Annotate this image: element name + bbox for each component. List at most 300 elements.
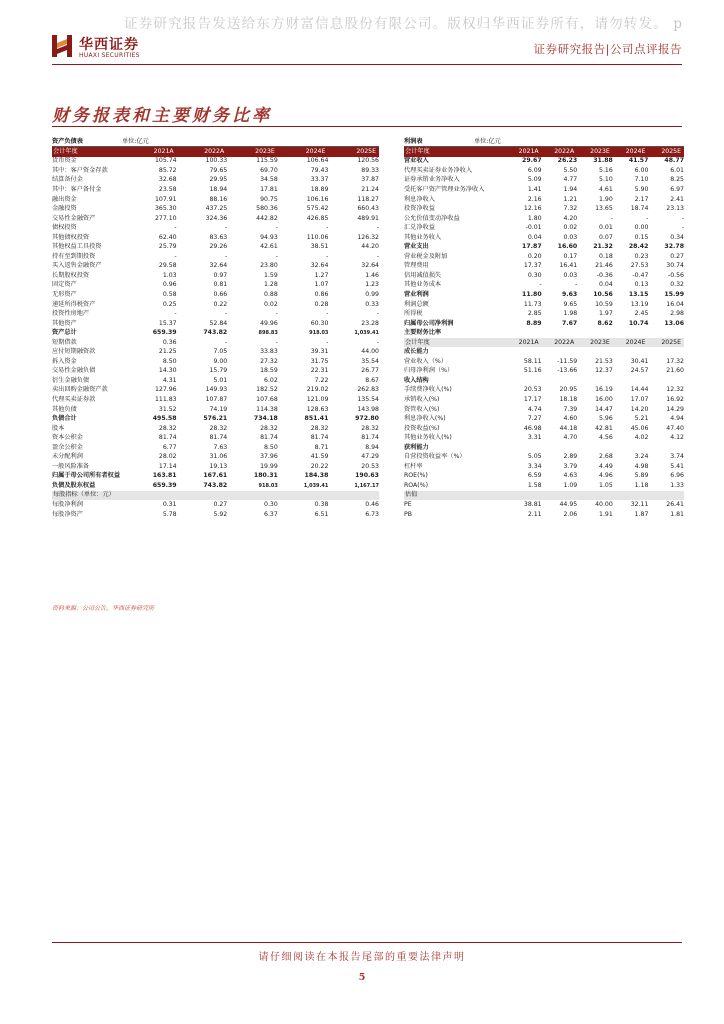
table-cell: 114.38 [256,405,278,413]
table-cell: 660.43 [357,205,379,213]
row-label: 归母净利润（%） [404,367,454,375]
row-label: 公允价值变动净收益 [404,214,460,222]
table-cell: - [376,224,379,232]
row-label: 归属于母公司所有者权益 [52,472,121,480]
table-cell: 30.74 [666,262,684,270]
table-cell: 20.53 [523,386,542,394]
table-row [404,176,684,186]
table-row [404,214,684,224]
table-cell: 2.17 [634,195,649,203]
table-cell: 2024E [625,147,646,155]
table-cell: 41.59 [310,453,329,461]
row-label: 主要财务比率 [404,329,442,337]
table-cell: 33.83 [260,348,278,356]
table-cell: 442.82 [256,214,278,222]
row-label: 其他业务收入(%) [404,434,452,442]
table-cell: 18.94 [209,185,228,193]
table-cell: 90.75 [260,195,278,203]
table-cell: 20.22 [310,462,329,470]
header-divider [52,64,682,65]
table-cell: 7.39 [563,405,578,413]
table-cell: 1.33 [670,481,684,489]
table-cell: 81.74 [260,434,278,442]
row-label: 其他业务收入 [404,233,442,241]
table-cell: 28.42 [628,243,649,251]
row-label: 卖出回购金融资产款 [52,386,108,394]
table-cell: 5.41 [670,462,684,470]
table-cell: 14.20 [630,405,649,413]
table-cell: 107.87 [205,396,228,403]
table-cell: 1.94 [563,185,578,193]
table-cell: 4.74 [527,405,542,413]
row-label: 其他权益工具投资 [52,243,102,251]
table-cell: 7.10 [634,176,649,184]
table-cell: 44.00 [361,348,379,356]
brand-name-cn: 华西证券 [79,37,139,53]
table-row [52,453,379,463]
table-cell: 0.33 [365,300,379,308]
row-label: 证券承销业务净收入 [404,176,460,184]
table-row [404,433,684,443]
row-label: 短期借款 [52,338,77,346]
row-label: 利润总额 [404,300,429,308]
table-cell: 44.95 [559,501,578,509]
table-cell: 0.00 [634,224,649,232]
table-cell: 42.81 [595,424,613,432]
table-cell: 262.83 [357,386,379,394]
table-cell: 21.53 [595,357,613,365]
table-cell: 182.52 [256,386,278,394]
table-cell: 25.79 [158,243,177,251]
table-cell: 62.40 [158,233,177,241]
row-label: 每股净资产 [52,510,83,518]
table-cell: 489.91 [357,214,379,222]
table-row [404,262,684,272]
table-cell: - [224,224,228,232]
page-number: 5 [358,972,366,983]
table-cell: 1.03 [162,271,177,279]
table-row [52,500,379,510]
table-cell: 0.34 [670,233,684,241]
table-cell: 2023E [255,147,275,155]
table-cell: 106.16 [306,195,329,203]
row-label: 资本公积金 [52,434,83,442]
table-cell: 2024E [305,147,326,155]
table-cell: 13.19 [630,300,649,308]
table-cell: 26.41 [666,501,684,509]
section-divider [52,126,682,127]
table-row [404,395,684,405]
table-cell: 26.23 [557,157,578,165]
table-cell: 4.49 [599,462,613,470]
table-cell: 23.58 [158,185,177,193]
table-cell: 24.57 [630,367,649,375]
table-cell: 16.19 [595,386,613,394]
row-label: 无形资产 [52,290,77,298]
table-row [52,223,379,233]
table-row [52,233,379,243]
table-cell: - [326,252,329,260]
table-cell: 8.50 [264,443,278,451]
table-cell: 2.41 [670,195,684,203]
table-cell: 0.03 [563,271,578,279]
table-cell: 21.24 [361,185,379,193]
legal-notice: 请仔细阅读在本报告尾部的重要法律声明 [258,952,466,963]
row-label: 代理买卖证券业务净收入 [404,166,473,174]
table-cell: 576.21 [203,415,228,423]
table-cell: 37.96 [260,453,278,461]
row-label: 获利能力 [404,443,429,451]
table-cell: 74.19 [209,405,228,413]
table-cell: 88.16 [209,195,228,203]
table-cell: 8.89 [526,319,542,327]
table-cell: 14.44 [630,386,649,394]
balance-sheet-rows [52,147,379,519]
table-cell: 15.37 [158,319,177,327]
table-cell: 100.33 [205,157,228,165]
table-cell: 9.63 [561,290,578,298]
table-cell: 1.90 [599,195,613,203]
table-cell: 0.96 [162,281,177,289]
table-cell: 7.63 [213,443,228,451]
table-cell: - [174,310,177,318]
row-label: 归属母公司净利润 [404,319,454,327]
table-cell: 28.32 [209,424,228,432]
balance-sheet-table [52,137,379,519]
table-cell: 8.67 [365,376,379,384]
table-cell: 15.79 [209,367,228,375]
table-cell: 190.63 [355,472,379,480]
table-cell: 5.78 [162,510,177,518]
table-cell: 5.89 [634,472,649,480]
table-row [404,271,684,281]
table-cell: 2022A [204,147,225,155]
table-cell: 32.64 [310,262,329,270]
table-cell: 6.59 [527,472,542,480]
table-cell: 7.05 [213,348,228,356]
balance-sheet-heading [52,137,379,147]
table-cell: 34.58 [260,176,278,184]
table-row [404,242,684,252]
table-cell: 38.51 [310,243,329,251]
table-cell: 9.65 [563,300,578,308]
table-cell: 106.64 [306,157,329,165]
row-label: 手续费净收入(%) [404,386,452,394]
row-label: 营业利润 [404,290,429,298]
table-cell: 3.74 [670,453,684,461]
table-cell: 2025E [356,147,376,155]
table-cell: 659.39 [152,481,177,489]
table-cell: 918.03 [258,482,278,489]
table-cell: -0.47 [632,271,649,279]
table-row [52,395,379,405]
table-cell: - [574,281,578,289]
row-label: 买入返售金融资产 [52,262,102,270]
row-label: 其他资产 [52,319,77,327]
table-row [404,481,684,491]
row-label: PE [404,501,412,509]
table-cell: 5.09 [527,176,542,184]
table-cell: 4.20 [563,214,578,222]
table-cell: 3.31 [527,434,542,442]
table-row [404,443,684,453]
table-cell: 69.70 [260,166,278,174]
row-label: 货币资金 [52,157,77,165]
table-cell: 4.60 [563,415,578,423]
table-cell: 33.37 [310,176,329,184]
table-cell: 1.97 [599,310,613,318]
table-cell: 4.96 [599,472,613,480]
table-row [52,147,379,157]
table-cell: 2.11 [527,510,542,518]
table-cell: 110.06 [306,233,329,241]
table-cell: 0.23 [634,252,649,260]
table-cell: 28.02 [158,453,177,461]
table-cell: 22.31 [310,367,329,375]
table-cell: 9.00 [213,357,228,365]
table-cell: 324.36 [205,214,228,222]
table-cell: 11.80 [522,290,542,298]
table-row [52,367,379,377]
row-label: 拆入资金 [52,357,77,365]
table-cell: 1,039.41 [303,482,329,489]
table-cell: 23.80 [260,262,278,270]
table-cell: 0.18 [599,252,613,260]
table-cell: 0.27 [213,501,228,509]
table-cell: 58.11 [523,357,542,365]
income-statement-unit: 单位:亿元 [474,138,501,145]
table-row [52,347,379,357]
table-cell: - [376,310,379,318]
table-cell: 6.96 [670,472,684,480]
table-cell: 47.40 [666,424,684,432]
table-cell: 1,167.17 [354,482,379,489]
table-cell: 0.30 [527,271,542,279]
table-cell: 31.52 [158,405,177,413]
table-cell: 35.54 [361,357,379,365]
table-cell: 16.92 [666,396,684,403]
table-cell: 1.21 [563,195,578,203]
table-cell: 5.90 [634,185,649,193]
table-cell: -13.66 [557,367,578,375]
row-label: 长期股权投资 [52,271,90,279]
table-cell: 48.77 [664,157,684,165]
table-row [52,328,379,338]
brand-logo [52,34,162,64]
table-row [404,491,684,501]
table-cell: 163.81 [152,472,177,480]
table-cell: 0.20 [527,252,542,260]
table-cell: 29.67 [522,157,542,165]
row-label: 投资收益(%) [404,424,440,432]
table-cell: 3.79 [563,462,578,470]
table-cell: 15.99 [664,290,684,298]
table-cell: 1.28 [264,281,278,289]
table-cell: 0.38 [314,501,329,509]
table-cell: 495.58 [152,415,177,423]
table-cell: 2.89 [563,453,578,461]
table-cell: 0.03 [563,233,578,241]
table-cell: 575.42 [306,205,329,213]
table-row [52,386,379,396]
table-row [52,214,379,224]
row-label: 承销收入(%) [404,396,440,403]
row-label: 投资性房地产 [52,310,90,318]
row-label: 盈余公积金 [52,443,83,451]
row-label: 资产总计 [52,329,77,337]
table-cell: 21.25 [158,348,177,356]
table-row [404,157,684,167]
row-label: ROE(%) [404,472,428,480]
row-label: 汇兑净收益 [404,224,435,232]
table-row [404,500,684,510]
table-row [52,481,379,491]
table-cell: 4.12 [670,434,684,442]
table-row [52,290,379,300]
table-cell: 6.00 [634,166,649,174]
income-statement-heading [404,137,684,147]
table-cell: 3.34 [527,462,542,470]
table-cell: - [376,252,379,260]
table-cell: 0.31 [162,501,177,509]
table-cell: 83.63 [209,233,228,241]
table-cell: 20.53 [361,462,379,470]
table-cell: 2.06 [563,510,578,518]
table-row [404,453,684,463]
report-type: 证券研究报告|公司点评报告 [533,42,682,56]
table-cell: 0.13 [634,281,649,289]
table-cell: 6.97 [670,185,684,193]
table-row [404,147,684,157]
table-cell: - [326,338,329,346]
row-label: ROA(%) [404,481,429,489]
table-cell: 1.80 [527,214,542,222]
table-cell: 8.94 [365,443,379,451]
table-row [404,195,684,205]
table-row [404,300,684,310]
table-cell: -0.56 [667,271,684,279]
table-cell: 46.98 [523,424,542,432]
row-label: 代理买卖证券款 [52,396,96,403]
row-label: 融出资金 [52,195,77,203]
table-cell: 28.32 [361,424,379,432]
row-label: 杠杆率 [404,462,423,470]
table-row [404,376,684,386]
table-cell: 32.68 [158,176,177,184]
table-row [404,367,684,377]
table-cell: 107.68 [256,396,278,403]
table-row [52,424,379,434]
table-cell: 1.91 [599,510,613,518]
table-cell: 13.06 [664,319,684,327]
table-row [52,252,379,262]
table-cell: 918.03 [309,330,329,337]
table-cell: 21.32 [593,243,613,251]
table-cell: 6.77 [162,443,177,451]
row-label: 其他负债 [52,405,77,413]
row-label: 未分配利润 [52,453,83,461]
table-cell: 8.50 [162,357,177,365]
table-cell: 28.32 [158,424,177,432]
table-cell: 37.87 [361,176,379,184]
table-cell: 45.06 [630,424,649,432]
table-row [52,338,379,348]
table-cell: 135.54 [357,396,379,403]
row-label: 所得税 [404,310,423,318]
table-cell: 21.46 [595,262,613,270]
table-cell: 0.81 [213,281,228,289]
row-label: 收入结构 [404,376,429,384]
table-row [404,510,684,520]
table-cell: 3.24 [634,453,649,461]
table-cell: 7.27 [527,415,542,423]
table-cell: 17.14 [158,462,177,470]
table-cell: 8.71 [314,443,329,451]
table-cell: 30.41 [630,357,649,365]
table-cell: 18.74 [630,205,649,213]
table-cell: 19.13 [209,462,228,470]
table-row [52,262,379,272]
table-row [404,405,684,415]
table-cell: 31.88 [593,157,613,165]
table-cell: 12.37 [595,367,613,375]
table-cell: 219.02 [306,386,329,394]
table-row [404,252,684,262]
table-cell: -11.59 [557,357,578,365]
table-cell: 13.65 [595,205,613,213]
table-row [52,405,379,415]
table-cell: 4.94 [670,415,684,423]
table-cell: 79.65 [209,166,228,174]
table-cell: 4.63 [563,472,578,480]
table-cell: 16.00 [595,396,613,403]
table-cell: 5.92 [213,510,228,518]
balance-sheet-title: 资产负债表 [52,138,83,145]
row-label: 其中：客户备付金 [52,185,102,193]
table-cell: 4.02 [634,434,649,442]
table-cell: 17.37 [523,262,542,270]
row-label: 衍生金融负债 [52,376,90,384]
table-cell: 0.27 [670,252,684,260]
table-cell: 17.07 [630,396,649,403]
table-cell: 7.22 [314,376,329,384]
table-row [404,472,684,482]
table-cell: 6.73 [365,510,379,518]
table-row [52,433,379,443]
table-cell: 1.46 [365,271,379,279]
table-cell: 1.98 [563,310,578,318]
table-row [52,195,379,205]
table-cell: - [275,252,278,260]
table-cell: 0.02 [563,224,578,232]
row-label: 负债及股东权益 [52,481,96,489]
table-row [52,281,379,291]
table-cell: 16.04 [666,300,684,308]
table-cell: 81.74 [209,434,228,442]
row-label: 营业支出 [404,243,429,251]
table-cell: 121.09 [306,396,329,403]
row-label: 其他债权投资 [52,233,90,241]
table-cell: 0.25 [162,300,177,308]
table-cell: 31.06 [209,453,228,461]
row-label: 利息净收入(%) [404,415,446,423]
table-cell: 0.30 [264,501,278,509]
table-cell: 17.32 [666,357,684,365]
row-label: 金融投资 [52,205,77,213]
table-cell: - [275,338,278,346]
table-cell: - [646,214,649,222]
table-cell: - [275,310,278,318]
